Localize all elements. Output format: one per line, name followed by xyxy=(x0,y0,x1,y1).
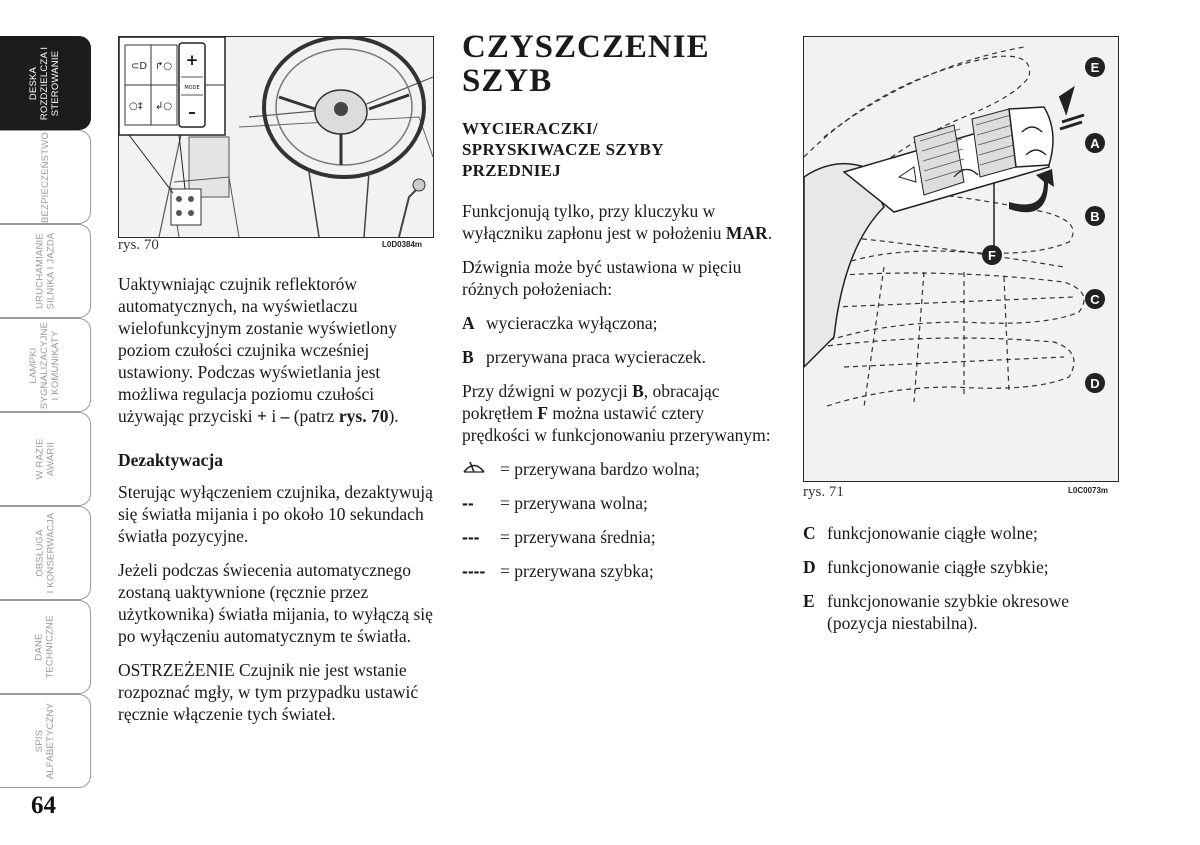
figure-71-caption: rys. 71 xyxy=(803,484,844,500)
tab-bezpieczenstwo[interactable]: BEZPIECZEŃSTWO xyxy=(0,130,91,224)
svg-text:↱○: ↱○ xyxy=(155,61,173,72)
deactivation-heading: Dezaktywacja xyxy=(118,450,223,470)
right-column xyxy=(803,522,1123,646)
wiper-symbol-icon xyxy=(462,458,500,480)
page-number: 64 xyxy=(31,792,56,819)
speed-very-slow: = przerywana bardzo wolna; xyxy=(462,458,776,480)
tab-deska-rozdzielcza[interactable]: DESKA ROZDZIELCZA I STEROWANIE xyxy=(0,36,91,130)
item-c: C funkcjonowanie ciągłe wolne; xyxy=(803,523,1038,543)
speed-medium: --- = przerywana średnia; xyxy=(462,527,656,547)
deactivation-paragraph: Sterując wyłączeniem czujnika, dezaktywują się światła mijania i po około 10 sekundach światła pozycyjne. xyxy=(118,482,433,546)
tab-lampki[interactable]: LAMPKI SYGNALIZACYJNE I KOMUNIKATY xyxy=(0,318,91,412)
svg-text:○‡: ○‡ xyxy=(129,101,143,112)
figure-70-caption: rys. 70 xyxy=(118,237,159,253)
label-e: E xyxy=(1090,60,1100,75)
speed-slow: -- = przerywana wolna; xyxy=(462,493,648,513)
label-f: F xyxy=(988,248,996,263)
warning-paragraph: OSTRZEŻENIE Czujnik nie jest wstanie rozpoznać mgły, w tym przypadku ustawić ręcznie włączenie tych świateł. xyxy=(118,660,419,724)
tab-w-razie-awarii[interactable]: W RAZIE AWARII xyxy=(0,412,91,506)
mode-key-label: MODE xyxy=(184,85,200,91)
figure-70-dashboard-illustration xyxy=(118,36,434,238)
svg-text:⊂D: ⊂D xyxy=(131,61,148,72)
tab-uruchamianie[interactable]: URUCHAMIANIE SILNIKA I JAZDA xyxy=(0,224,91,318)
tab-spis-alfabetyczny[interactable]: SPIS ALFABETYCZNY xyxy=(0,694,91,788)
label-c: C xyxy=(1090,292,1100,307)
positions-paragraph: Dźwignia może być ustawiona w pięciu różnych położeniach: xyxy=(462,257,742,299)
item-e: E funkcjonowanie szybkie okresowe (pozycja niestabilna). xyxy=(803,591,1070,633)
wiper-stalk-drawing xyxy=(804,37,1118,481)
plus-key-label: + xyxy=(185,51,199,69)
left-column xyxy=(118,273,434,737)
middle-column xyxy=(462,200,776,594)
tab-obsluga[interactable]: OBSŁUGA I KONSERWACJA xyxy=(0,506,91,600)
sensor-paragraph: Uaktywniając czujnik reflektorów automatycznych, na wyświetlaczu wielofunkcyjnym zostanie wyświetlony poziom czułości czujnika wcześniej ustawiony. Podczas wyświetlania jest możliwa regulacja poziomu czułości używając przyciski + i – (patrz rys. 70). xyxy=(118,274,399,426)
tab-dane-techniczne[interactable]: DANE TECHNICZNE xyxy=(0,600,91,694)
manual-lights-paragraph: Jeżeli podczas świecenia automatycznego zostaną uaktywnione (ręcznie przez użytkownika) światła mijania, to wyłączą się po wyłączeniu automatycznym te światła. xyxy=(118,560,433,646)
label-d: D xyxy=(1090,376,1100,391)
dashboard-drawing xyxy=(119,37,433,237)
minus-key-label: – xyxy=(188,103,196,121)
svg-text:↲○: ↲○ xyxy=(155,101,173,112)
figure-70-code: L0D0384m xyxy=(382,240,423,249)
section-subtitle: WYCIERACZKI/ SPRYSKIWACZE SZYBY PRZEDNIEJ xyxy=(462,119,664,180)
item-d: D funkcjonowanie ciągłe szybkie; xyxy=(803,557,1049,577)
ignition-paragraph: Funkcjonują tylko, przy kluczyku w wyłączniku zapłonu jest w położeniu MAR. xyxy=(462,201,773,243)
figure-71-code: L0C0073m xyxy=(1068,486,1109,495)
item-b: B przerywana praca wycieraczek. xyxy=(462,347,707,367)
speeds-paragraph: Przy dźwigni w pozycji B, obracając pokrętłem F można ustawić cztery prędkości w funkcjonowaniu przerywanym: xyxy=(462,381,771,445)
figure-71-wiper-stalk-illustration xyxy=(803,36,1119,482)
label-a: A xyxy=(1090,136,1100,151)
speed-fast: ---- = przerywana szybka; xyxy=(462,561,654,581)
label-b: B xyxy=(1090,209,1100,224)
section-title: CZYSZCZENIE SZYB xyxy=(462,29,710,99)
item-a: A wycieraczka wyłączona; xyxy=(462,313,658,333)
